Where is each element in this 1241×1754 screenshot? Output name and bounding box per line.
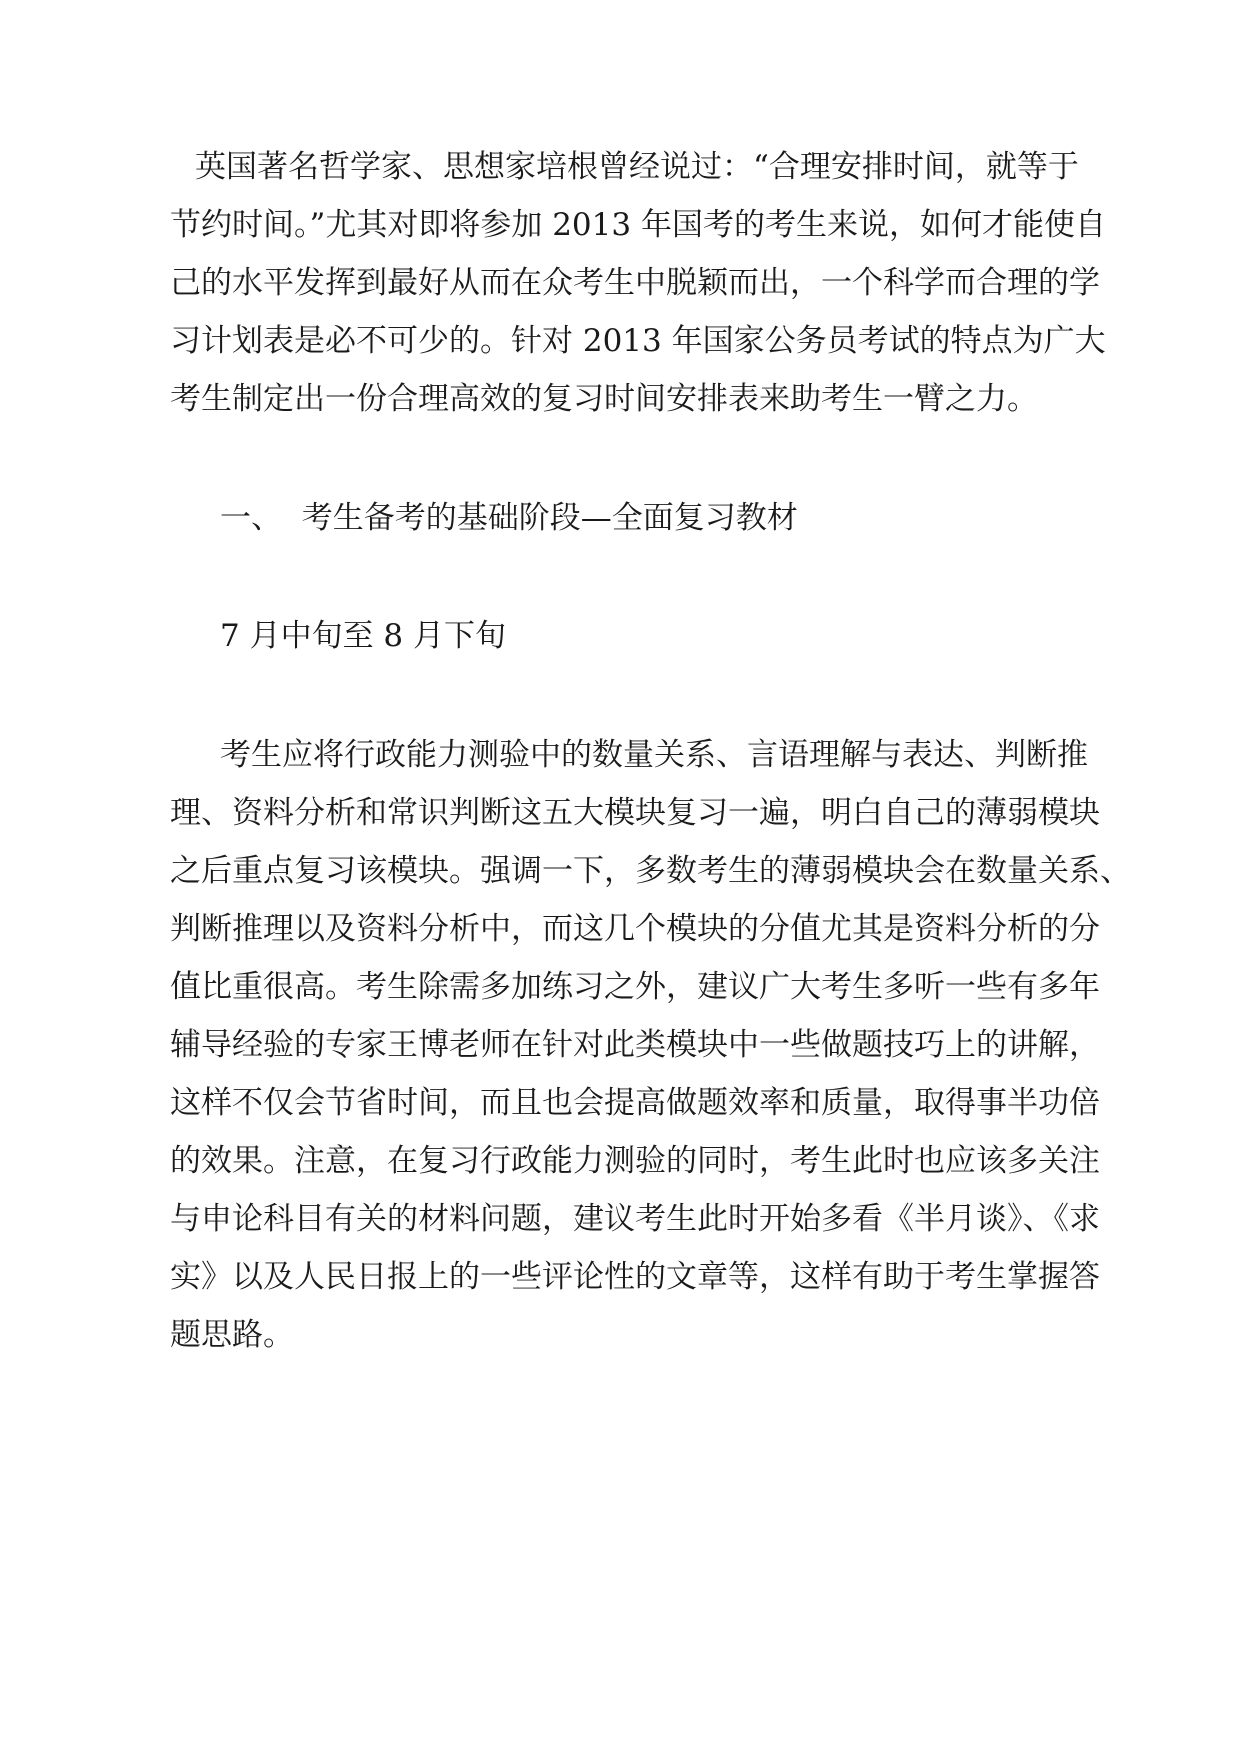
section-period: 7 月中旬至 8 月下旬 (220, 618, 507, 654)
body-line-11: 题思路。 (170, 1317, 294, 1353)
intro-line-2: 节约时间。”尤其对即将参加 2013 年国考的考生来说，如何才能使自 (170, 207, 1106, 243)
intro-line-5: 考生制定出一份合理高效的复习时间安排表来助考生一臂之力。 (170, 381, 1038, 417)
intro-line-3: 己的水平发挥到最好从而在众考生中脱颖而出，一个科学而合理的学 (170, 265, 1100, 301)
body-line-10: 实》以及人民日报上的一些评论性的文章等，这样有助于考生掌握答 (170, 1259, 1100, 1295)
body-line-8: 的效果。注意，在复习行政能力测验的同时，考生此时也应该多关注 (170, 1143, 1100, 1179)
intro-line-1: 英国著名哲学家、思想家培根曾经说过：“合理安排时间，就等于 (195, 149, 1079, 185)
body-line-1: 考生应将行政能力测验中的数量关系、言语理解与表达、判断推 (220, 737, 1088, 773)
body-line-9: 与申论科目有关的材料问题，建议考生此时开始多看《半月谈》、《求 (170, 1201, 1100, 1237)
body-line-4: 判断推理以及资料分析中，而这几个模块的分值尤其是资料分析的分 (170, 911, 1100, 947)
body-line-3: 之后重点复习该模块。强调一下，多数考生的薄弱模块会在数量关系、 (170, 853, 1131, 889)
body-line-7: 这样不仅会节省时间，而且也会提高做题效率和质量，取得事半功倍 (170, 1085, 1100, 1121)
intro-line-4: 习计划表是必不可少的。针对 2013 年国家公务员考试的特点为广大 (170, 323, 1106, 359)
body-line-2: 理、资料分析和常识判断这五大模块复习一遍，明白自己的薄弱模块 (170, 795, 1100, 831)
body-line-6: 辅导经验的专家王博老师在针对此类模块中一些做题技巧上的讲解， (170, 1027, 1100, 1063)
section-heading: 一、 考生备考的基础阶段—全面复习教材 (220, 500, 798, 536)
body-line-5: 值比重很高。考生除需多加练习之外，建议广大考生多听一些有多年 (170, 969, 1100, 1005)
